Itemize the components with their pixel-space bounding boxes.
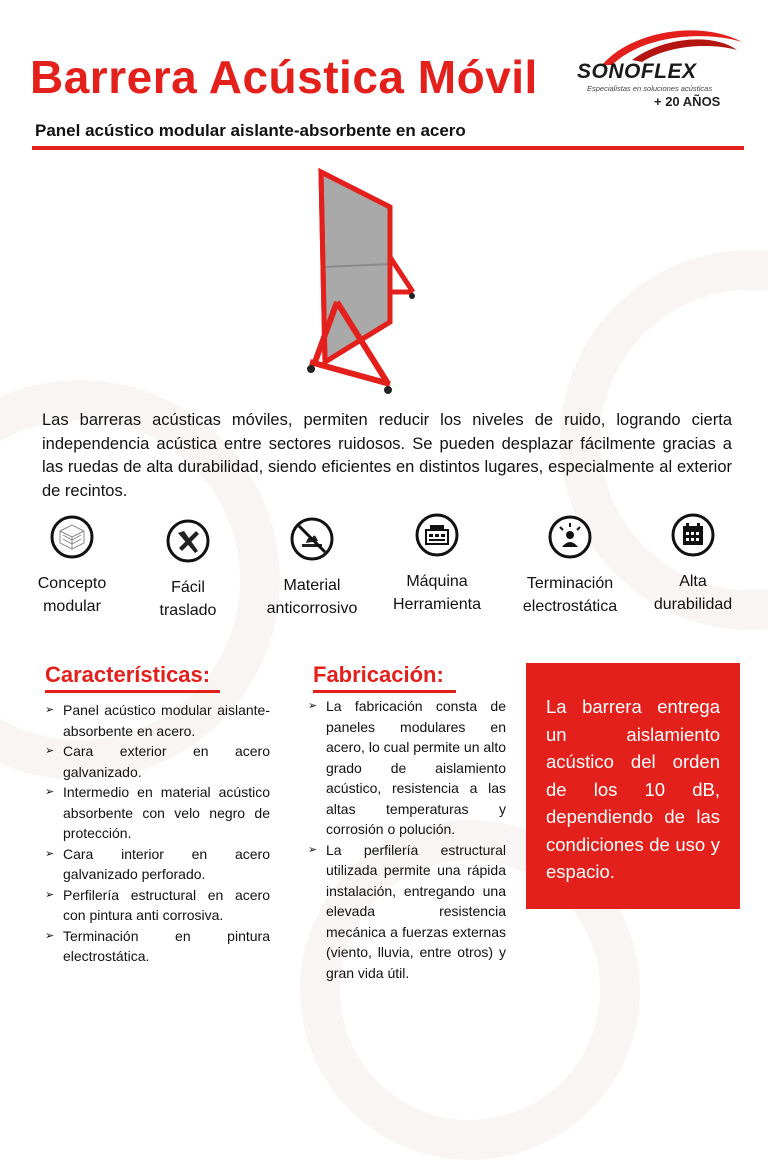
intro-paragraph: Las barreras acústicas móviles, permiten reducir los niveles de ruido, logrando cierta independencia acústica entre sectores ruidosos. Se pueden desplazar fácilmente gracias a las ruedas de alta durabilidad, siendo eficientes en distintos lugares, especialmente al exterior de recintos.: [42, 411, 732, 500]
feature-label: Terminación electrostática: [522, 575, 618, 615]
logo-years: + 20 AÑOS: [654, 94, 721, 109]
feature-durabilidad: [633, 513, 753, 616]
list-item: ➢ La perfilería estructural utilizada permite una rápida instalación, entregando una elevada resistencia mecánica a fuerzas externas (viento, lluvia, entre otros) y gran vida útil.: [308, 840, 506, 984]
sonoflex-logo: [572, 20, 748, 115]
no-corrosion-icon: [290, 517, 334, 561]
feature-label: Alta durabilidad: [653, 573, 733, 613]
page-title: Barrera Acústica Móvil: [30, 51, 538, 103]
list-item: ➢ Cara interior en acero galvanizado perforado.: [45, 844, 270, 885]
fabricacion-list: [308, 696, 506, 983]
feature-electrostatica: [510, 515, 630, 618]
product-image: [295, 162, 425, 397]
list-item: ➢ La fabricación consta de paneles modulares en acero, lo cual permite un alto grado de aislamiento acústico, resistencia a las altas temperaturas y corrosión o polución.: [308, 696, 506, 840]
calendar-icon: [671, 513, 715, 557]
fabricacion-underline: [313, 690, 456, 693]
tools-icon: [166, 519, 210, 563]
fabricacion-title: Fabricación:: [313, 662, 444, 687]
caracteristicas-list: [45, 700, 270, 967]
modular-grid-icon: [50, 515, 94, 559]
caracteristicas-underline: [45, 690, 220, 693]
callout-text: La barrera entrega un aislamiento acústico del orden de los 10 dB, dependiendo de las condiciones de uso y espacio.: [546, 696, 720, 882]
feature-traslado: [128, 519, 248, 622]
callout-box: [526, 663, 740, 909]
list-item: ➢ Cara exterior en acero galvanizado.: [45, 741, 270, 782]
feature-label: Concepto modular: [37, 575, 107, 615]
machine-icon: [415, 513, 459, 557]
feature-label: Máquina Herramienta: [392, 573, 482, 613]
list-item: ➢ Perfilería estructural en acero con pintura anti corrosiva.: [45, 885, 270, 926]
caracteristicas-title: Características:: [45, 662, 211, 687]
feature-label: Material anticorrosivo: [266, 577, 358, 617]
page-subtitle: Panel acústico modular aislante-absorbente en acero: [35, 121, 466, 140]
list-item: ➢ Terminación en pintura electrostática.: [45, 926, 270, 967]
logo-brand: SONOFLEX: [577, 60, 697, 83]
feature-maquina: [377, 513, 497, 616]
logo-tagline: Especialistas en soluciones acústicas: [587, 84, 713, 93]
feature-modular: [12, 515, 132, 618]
header-divider: [32, 146, 744, 150]
feature-label: Fácil traslado: [159, 579, 217, 619]
electrostatic-icon: [548, 515, 592, 559]
list-item: ➢ Intermedio en material acústico absorbente con velo negro de protección.: [45, 782, 270, 844]
feature-anticorrosivo: [252, 517, 372, 620]
list-item: ➢ Panel acústico modular aislante-absorbente en acero.: [45, 700, 270, 741]
